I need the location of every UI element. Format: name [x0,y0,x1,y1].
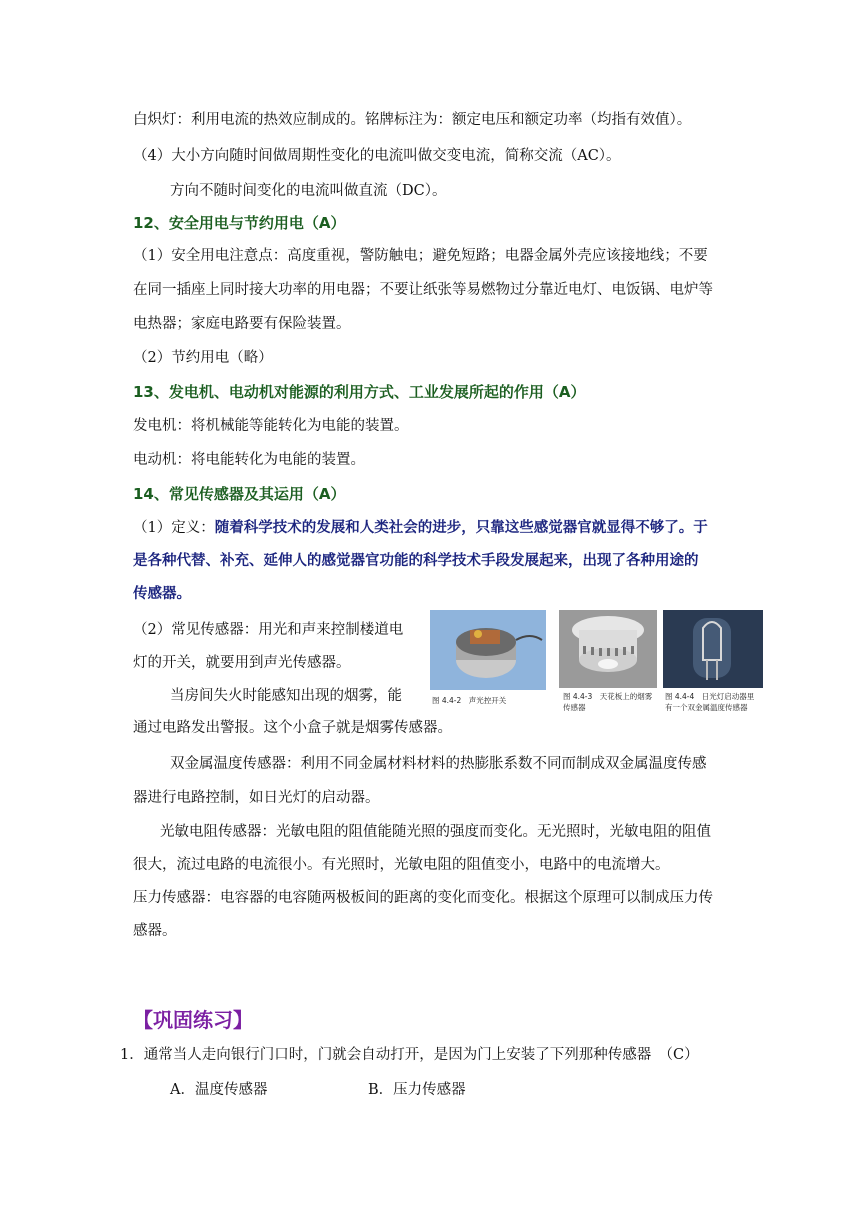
paragraph-incandescent: 白炽灯：利用电流的热效应制成的。铭牌标注为：额定电压和额定功率（均指有效值）。 [133,112,692,128]
paragraph-pressure-1: 压力传感器：电容器的电容随两极板间的距离的变化而变化。根据这个原理可以制成压力传 [133,890,713,906]
paragraph-sensors-1: （2）常见传感器：用光和声来控制楼道电 [133,622,404,638]
smoke-sensor-photo [559,610,657,688]
practice-title: 【巩固练习】 [133,1008,253,1032]
paragraph-safety-2: 在同一插座上同时接大功率的用电器；不要让纸张等易燃物过分靠近电灯、电饭锅、电炉等 [133,282,713,298]
starter-photo [663,610,763,688]
question-1: 1．通常当人走向银行门口时，门就会自动打开，是因为门上安装了下列那种传感器 （C） [120,1047,699,1063]
paragraph-photoresistor-2: 很大，流过电路的电流很小。有光照时，光敏电阻的阻值变小，电路中的电流增大。 [133,857,670,873]
paragraph-bimetal-1: 双金属温度传感器：利用不同金属材料材料的热膨胀系数不同而制成双金属温度传感 [170,756,707,772]
figure-caption-3a: 图 4.4-4 日光灯启动器里 [665,692,755,701]
option-b: B．压力传感器 [368,1082,466,1098]
paragraph-motor: 电动机：将电能转化为电能的装置。 [133,452,365,468]
heading-12: 12、安全用电与节约用电（A） [133,214,346,232]
paragraph-ac-current: （4）大小方向随时间做周期性变化的电流叫做交变电流，简称交流（AC）。 [133,148,621,164]
figure-sound-light-switch [430,610,546,720]
definition-text-1: 随着科学技术的发展和人类社会的进步，只靠这些感觉器官就显得不够了。于 [214,519,708,536]
paragraph-definition-1 [133,518,708,538]
heading-14: 14、常见传感器及其运用（A） [133,485,346,503]
paragraph-safety-1: （1）安全用电注意点：高度重视，警防触电；避免短路；电器金属外壳应该接地线；不要 [133,248,708,264]
paragraph-generator: 发电机：将机械能等能转化为电能的装置。 [133,418,409,434]
figure-caption-3b: 有一个双金属温度传感器 [665,703,748,712]
paragraph-photoresistor-1: 光敏电阻传感器：光敏电阻的阻值能随光照的强度而变化。无光照时，光敏电阻的阻值 [160,824,711,840]
paragraph-bimetal-2: 器进行电路控制，如日光灯的启动器。 [133,790,380,806]
figure-smoke-sensor [559,610,657,720]
figure-caption-2b: 传感器 [563,703,586,712]
paragraph-smoke-2: 通过电路发出警报。这个小盒子就是烟雾传感器。 [133,720,452,736]
paragraph-save-power: （2）节约用电（略） [133,350,273,366]
option-a: A．温度传感器 [170,1082,268,1098]
figure-caption-1: 图 4.4-2 声光控开关 [432,696,507,705]
figure-starter [663,610,763,720]
paragraph-smoke-1: 当房间失火时能感知出现的烟雾，能 [170,688,402,704]
paragraph-safety-3: 电热器；家庭电路要有保险装置。 [133,316,351,332]
sound-light-switch-photo [430,610,546,690]
heading-13: 13、发电机、电动机对能源的利用方式、工业发展所起的作用（A） [133,383,586,401]
definition-prefix: （1）定义： [133,520,215,536]
paragraph-dc-current: 方向不随时间变化的电流叫做直流（DC）。 [170,183,447,199]
paragraph-definition-3: 传感器。 [133,585,191,602]
paragraph-definition-2: 是各种代替、补充、延伸人的感觉器官功能的科学技术手段发展起来，出现了各种用途的 [133,552,699,569]
paragraph-sensors-2: 灯的开关，就要用到声光传感器。 [133,655,351,671]
paragraph-pressure-2: 感器。 [133,923,177,939]
figure-caption-2a: 图 4.4-3 天花板上的烟雾 [563,692,653,701]
